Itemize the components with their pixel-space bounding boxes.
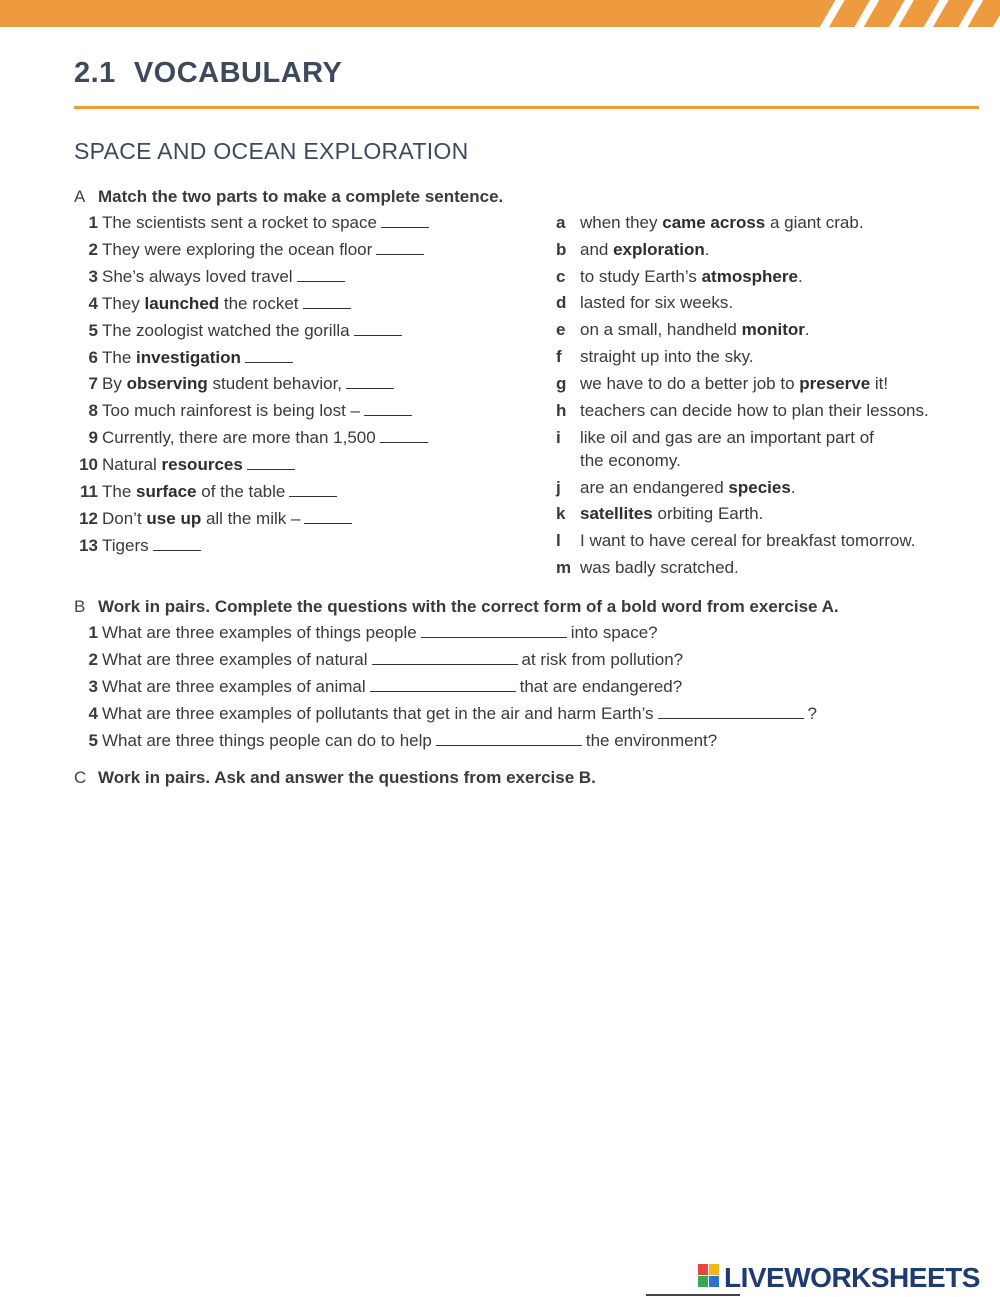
answer-blank[interactable] [421,623,567,638]
item-number: 13 [79,535,98,555]
answer-blank[interactable] [303,294,351,309]
banner-stripes [810,0,1000,27]
answer-blank[interactable] [436,731,582,746]
ending-text-post: a giant crab. [765,213,864,232]
answer-blank[interactable] [153,536,201,551]
item-text-pre: Tigers [102,535,149,555]
item-text-pre: The [102,482,137,501]
bold-vocabulary-word: resources [161,455,243,475]
answer-blank[interactable] [354,321,402,336]
bold-vocabulary-word: atmosphere [701,267,798,286]
answer-blank[interactable] [304,509,352,524]
bold-vocabulary-word: satellites [580,504,653,523]
item-text-pre: Currently, there are more than 1,500 [102,428,376,448]
question-number: 2 [88,649,98,669]
ending-letter: b [556,240,567,259]
ending-letter: k [556,504,566,523]
item-number: 3 [88,266,98,286]
section-title: VOCABULARY [133,57,343,89]
exercise-c-letter: C [74,768,87,787]
ending-text [580,399,929,422]
answer-blank[interactable] [346,374,394,389]
answer-blank[interactable] [364,401,412,416]
ending-text-pre: was badly scratched. [580,558,739,577]
ending-text [580,238,709,261]
item-text-pre: By [102,374,127,394]
item-text-pre: Don’t [102,508,147,528]
item-text [102,428,428,448]
item-text [102,509,352,529]
question-text-pre: What are three things people can do to help [102,730,432,750]
answer-blank[interactable] [372,650,518,665]
bold-vocabulary-word: exploration [613,240,705,259]
item-text-pre: They were exploring the ocean floor [102,239,373,259]
ending-text-pre: when they [580,213,663,232]
ending-text-pre: lasted for six weeks. [580,293,734,312]
question-text [102,650,683,670]
item-text-pre: The zoologist watched the gorilla [102,320,350,340]
ending-letter: j [556,478,561,497]
item-text-pre: She’s always loved travel [102,266,293,286]
ending-text [580,529,915,552]
item-text [102,321,402,341]
item-number: 9 [88,428,98,448]
item-text-post: of the table [196,482,286,501]
ending-text-line2: the economy. [580,451,681,470]
question-text [102,704,817,724]
question-text-pre: What are three examples of pollutants that get in the air and harm Earth’s [102,703,654,723]
bold-vocabulary-word: monitor [741,320,805,339]
item-text [102,267,345,287]
item-text [102,348,293,368]
item-text [102,482,337,502]
bold-vocabulary-word: launched [144,293,220,313]
ending-text [580,211,864,234]
bold-vocabulary-word: preserve [799,374,871,393]
ending-text-post: . [704,240,710,259]
question-text-post: that are endangered? [519,676,683,696]
question-text [102,677,682,697]
item-number: 7 [88,374,98,394]
top-orange-banner [0,0,1000,27]
item-number: 8 [88,401,98,421]
question-number: 4 [88,703,98,723]
item-text [102,213,429,233]
ending-text [580,426,874,472]
bold-vocabulary-word: surface [136,482,197,501]
item-number: 5 [88,320,98,340]
ending-letter: l [556,531,561,550]
logo-mark-icon [698,1264,720,1288]
bold-vocabulary-word: investigation [136,347,241,367]
ending-letter: h [556,401,567,420]
question-text-pre: What are three examples of animal [102,676,366,696]
ending-letter: i [556,428,561,447]
item-number: 4 [88,293,98,313]
question-text-post: into space? [570,623,658,642]
ending-text-pre: like oil and gas are an important part of [580,428,874,447]
ending-text [580,502,763,525]
ending-letter: c [556,267,566,286]
ending-text-pre: to study Earth’s [580,267,702,286]
item-number: 12 [79,508,98,528]
question-text-post: at risk from pollution? [521,649,684,669]
ending-text-pre: teachers can decide how to plan their lessons. [580,401,929,420]
item-number: 1 [88,213,98,232]
bold-vocabulary-word: came across [662,213,766,232]
question-text [102,623,658,643]
bold-vocabulary-word: use up [146,508,202,528]
ending-text-pre: I want to have cereal for breakfast tomorrow. [580,531,916,550]
item-text [102,374,394,394]
ending-text [580,345,754,368]
ending-text [580,476,796,499]
bold-vocabulary-word: observing [126,374,208,394]
page-title [74,57,342,90]
answer-blank[interactable] [289,482,337,497]
item-number: 11 [80,482,98,501]
item-text [102,401,412,421]
ending-letter: g [556,374,567,393]
item-number: 2 [88,239,98,259]
item-text [102,294,351,314]
item-text-pre: They [102,293,145,313]
item-text-pre: The scientists sent a rocket to space [102,213,377,232]
bold-vocabulary-word: species [728,478,791,497]
ending-letter: d [556,293,567,312]
section-number: 2.1 [74,57,116,89]
question-text-post: the environment? [585,730,718,750]
ending-text-post: . [797,267,803,286]
item-number: 10 [79,455,98,475]
answer-blank[interactable] [245,348,293,363]
item-text-post: the rocket [219,293,299,313]
item-text [102,536,201,556]
exercise-a-instruction: Match the two parts to make a complete sentence. [98,187,504,206]
ending-text-pre: and [580,240,614,259]
ending-letter: f [556,347,562,366]
ending-text-pre: we have to do a better job to [580,374,800,393]
ending-text-pre: are an endangered [580,478,729,497]
answer-blank[interactable] [247,455,295,470]
answer-blank[interactable] [380,428,428,443]
ending-text [580,372,888,395]
ending-text-post: orbiting Earth. [652,504,764,523]
item-text [102,455,295,475]
question-number: 3 [88,676,98,696]
item-text-pre: The [102,347,137,367]
answer-blank[interactable] [381,213,429,228]
item-number: 6 [88,347,98,367]
exercise-b-instruction: Work in pairs. Complete the questions with the correct form of a bold word from exercise A. [98,597,839,616]
question-text-post: ? [807,703,818,723]
item-text [102,240,424,260]
ending-text-pre: on a small, handheld [580,320,742,339]
item-text-pre: Natural [102,455,162,475]
ending-text [580,318,810,341]
question-number: 1 [88,623,98,642]
ending-letter: m [556,558,572,577]
ending-text-post: . [790,478,796,497]
ending-letter: e [556,320,566,339]
question-text-pre: What are three examples of natural [102,649,368,669]
footer-line [646,1294,740,1296]
question-number: 5 [88,730,98,750]
title-divider [74,106,979,109]
ending-letter: a [556,213,566,232]
ending-text-post: it! [870,374,889,393]
answer-blank[interactable] [297,267,345,282]
ending-text-post: . [804,320,810,339]
ending-text [580,265,803,288]
logo-text: LIVEWORKSHEETS [724,1262,980,1293]
ending-text [580,291,733,314]
item-text-post: student behavior, [207,374,343,394]
ending-text [580,556,739,579]
exercise-b-letter: B [74,597,86,616]
answer-blank[interactable] [658,704,804,719]
answer-blank[interactable] [376,240,424,255]
question-text [102,731,717,751]
exercise-c-instruction: Work in pairs. Ask and answer the questions from exercise B. [98,768,596,787]
answer-blank[interactable] [370,677,516,692]
ending-text-pre: straight up into the sky. [580,347,754,366]
exercise-a-letter: A [74,187,86,206]
item-text-pre: Too much rainforest is being lost – [102,401,360,421]
item-text-post: all the milk – [201,508,301,528]
question-text-pre: What are three examples of things people [102,623,417,642]
page-subtitle: SPACE AND OCEAN EXPLORATION [74,138,469,164]
